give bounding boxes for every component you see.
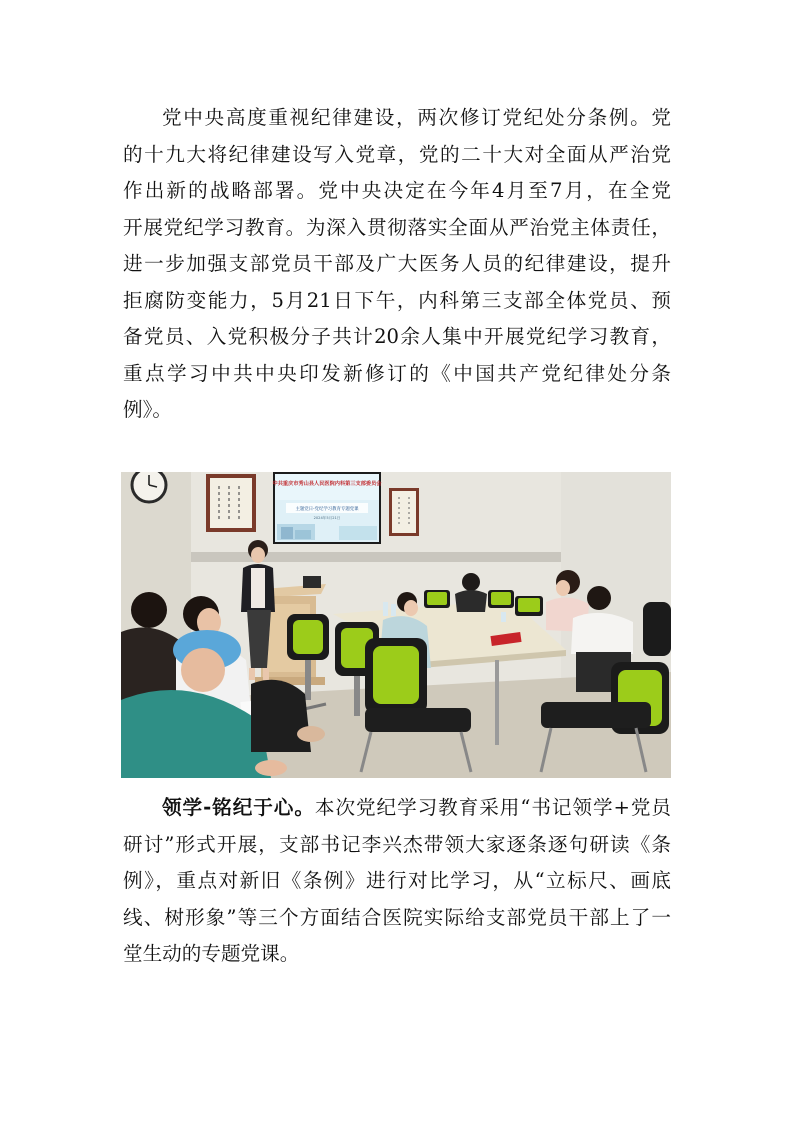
text-line: 进一步加强支部党员干部及广大医务人员的纪律建设，提升 [123,252,671,275]
text-line: 重点学习中共中央印发新修订的《中国共产党纪律处分条 [123,361,671,385]
screen-title: 中共重庆市秀山县人民医院内科第三支部委员会 [272,481,382,487]
text-line: 作出新的战略部署。党中央决定在今年4月至7月，在全党 [123,179,671,202]
meeting-photo-illustration [121,472,671,778]
chair-back-1 [424,590,450,608]
text-line: 堂生动的专题党课。 [123,942,300,965]
projection-screen [273,472,383,544]
text-line: 的十九大将纪律建设写入党章，党的二十大对全面从严治党 [123,142,671,166]
chair-back-3 [515,596,543,616]
screen-date: 2024年5月21日 [313,516,341,520]
text-run: 本次党纪学习教育采用“书记领学+党员 [314,796,672,819]
chair-back-2 [488,590,514,608]
paragraph-intro [123,100,671,429]
text-line: 线、树形象”等三个方面结合医院实际给支部党员干部上了一 [123,905,671,929]
text-line: 拒腐防变能力，5月21日下午，内科第三支部全体党员、预 [123,288,671,312]
screen-subtitle: 主题党日-党纪学习教育专题党课 [295,507,359,512]
text-line: 例》。 [123,398,172,421]
wall-clock-icon [132,472,166,502]
meeting-photo [121,472,671,778]
text-line: 党中央高度重视纪律建设，两次修订党纪处分条例。党 [162,106,671,129]
paragraph-lead-study [123,790,671,973]
lead-heading: 领学-铭纪于心。 [162,796,315,819]
text-line: 研讨”形式开展，支部书记李兴杰带领大家逐条逐句研读《条 [123,832,671,856]
text-line: 例》，重点对新旧《条例》进行对比学习，从“立标尺、画底 [123,869,671,892]
text-line [123,790,671,827]
chair-side-right [643,602,671,656]
text-line: 开展党纪学习教育。为深入贯彻落实全面从严治党主体责任， [123,215,671,239]
framed-calligraphy-left [206,474,256,532]
text-line: 备党员、入党积极分子共计20余人集中开展党纪学习教育， [123,325,671,348]
framed-calligraphy-right [389,488,419,536]
